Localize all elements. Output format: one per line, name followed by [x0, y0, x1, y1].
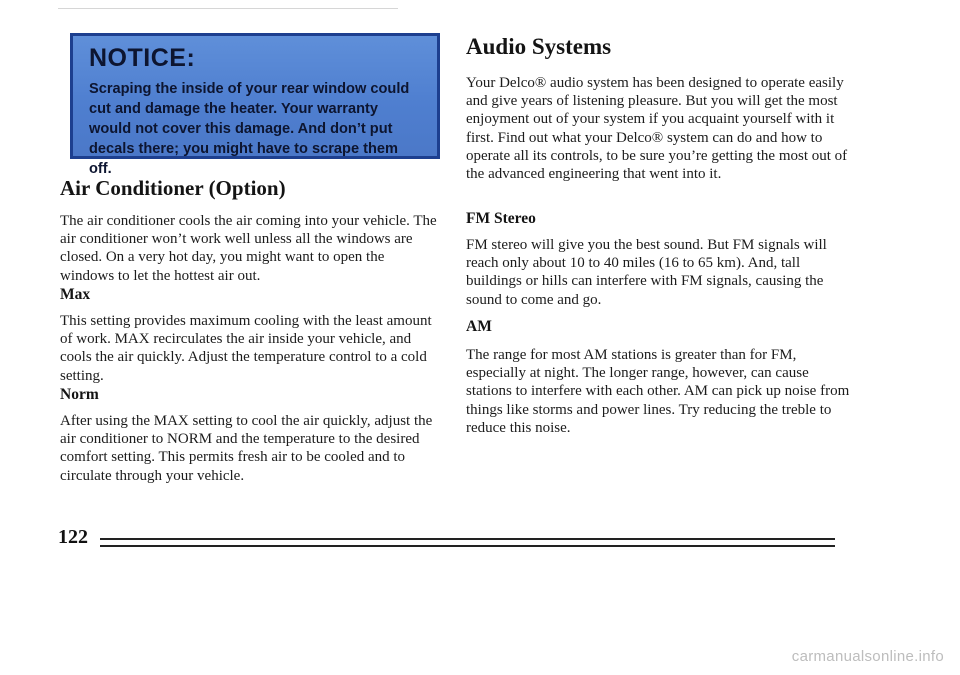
page-number: 122 [58, 526, 88, 548]
notice-title: NOTICE: [89, 44, 196, 72]
norm-text: After using the MAX setting to cool the air quickly, adjust the air conditioner to NORM and the temperature to the desired comfort setting. This permits fresh air to be cooled and to circulate through your vehicle. [60, 413, 433, 484]
audio-systems-heading: Audio Systems [466, 34, 612, 59]
norm-heading: Norm [60, 386, 99, 403]
notice-box [70, 33, 440, 177]
max-text: This setting provides maximum cooling with the least amount of work. MAX recirculates the air inside your vehicle, and cools the air quickly. Adjust the temperature control to a cold setting. [60, 313, 432, 384]
top-divider [58, 8, 398, 9]
am-heading: AM [466, 318, 492, 335]
footer-rule-bottom [100, 545, 835, 547]
site-watermark: carmanualsonline.info [791, 648, 944, 665]
notice-text: Scraping the inside of your rear window could cut and damage the heater. Your warranty would not cover this damage. And don’t put decals there; you might have to scrape them off. [89, 81, 410, 177]
fm-stereo-text: FM stereo will give you the best sound. But FM signals will reach only about 10 to 40 miles (16 to 65 km). And, tall buildings or hills can interfere with FM signals, causing the sound to come and go. [466, 237, 827, 308]
air-conditioner-intro: The air conditioner cools the air coming into your vehicle. The air conditioner won’t work well unless all the windows are closed. On a very hot day, you might want to open the windows to let the hottest air out. [60, 213, 437, 284]
air-conditioner-heading: Air Conditioner (Option) [60, 176, 286, 200]
footer-rule-top [100, 538, 835, 540]
audio-systems-intro: Your Delco® audio system has been designed to operate easily and give years of listening pleasure. But you will get the most enjoyment out of your system if you acquaint yourself with it first. Find out what your Delco® system can do and how to operate all its controls, to be sure you’re getting the most out of the advanced engineering that went into it. [466, 75, 848, 183]
am-text: The range for most AM stations is greater than for FM, especially at night. The longer range, however, can cause stations to interfere with each other. AM can pick up noise from things like storms and power lines. Try reducing the treble to reduce this noise. [466, 347, 850, 436]
fm-stereo-heading: FM Stereo [466, 210, 536, 227]
max-heading: Max [60, 286, 91, 303]
